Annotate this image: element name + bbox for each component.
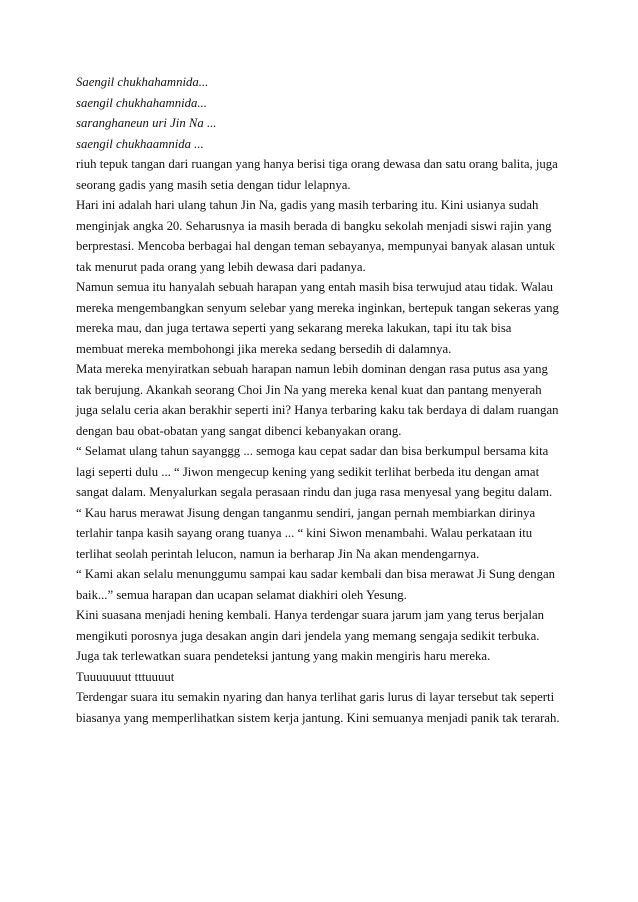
text-line: Namun semua itu hanyalah sebuah harapan yang entah masih bisa terwujud atau tidak. Walau <box>76 279 554 294</box>
text-line: Kini suasana menjadi hening kembali. Hanya terdengar suara jarum jam yang terus berjalan <box>76 607 545 622</box>
song-lyric-line: saengil chukhahamnida... <box>76 94 207 110</box>
text-line: tak menurut pada orang yang lebih dewasa dari padanya. <box>76 258 366 274</box>
text-line: terlahir tanpa kasih sayang orang tuanya ... “ kini Siwon menambahi. Walau perkataan itu <box>76 525 533 540</box>
song-lyric-line: Saengil chukhahamnida... <box>76 74 209 89</box>
text-line: membuat mereka membohongi jika mereka sedang bersedih di dalamnya. <box>76 340 452 356</box>
text-line: seorang gadis yang masih setia dengan tidur lelapnya. <box>76 176 351 192</box>
song-lyric-line: saranghaneun uri Jin Na ... <box>76 115 217 130</box>
text-line: sangat dalam. Menyalurkan segala perasaan rindu dan juga rasa menyesal yang begitu dalam. <box>76 484 553 499</box>
text-line: berprestasi. Mencoba berbagai hal dengan teman sebayanya, mempunyai banyak alasan untuk <box>76 238 555 253</box>
text-line: Hari ini adalah hari ulang tahun Jin Na, gadis yang masih terbaring itu. Kini usianya sudah <box>76 197 539 212</box>
text-line: “ Selamat ulang tahun sayanggg ... semoga kau cepat sadar dan bisa berkumpul bersama kita <box>76 443 549 458</box>
text-line: mereka mengembangkan senyum selebar yang mereka inginkan, bertepuk tangan sekeras yang <box>76 299 559 315</box>
text-line: tak berujung. Akankah seorang Choi Jin Na yang mereka kenal kuat dan pantang menyerah <box>76 381 542 397</box>
text-line: mengikuti porosnya juga desakan angin dari jendela yang memang sengaja sedikit terbuka. <box>76 627 540 643</box>
text-line: menginjak angka 20. Seharusnya ia masih berada di bangku sekolah menjadi siswi rajin yang <box>76 217 552 233</box>
text-line: juga selalu ceria akan berakhir seperti ini? Hanya terbaring kaku tak berdaya di dalam ruangan <box>76 402 559 417</box>
text-line: “ Kami akan selalu menunggumu sampai kau sadar kembali dan bisa merawat Ji Sung dengan <box>76 566 556 581</box>
song-lyric-line: saengil chukhaamnida ... <box>76 135 204 151</box>
text-line: “ Kau harus merawat Jisung dengan tanganmu sendiri, jangan pernah membiarkan dirinya <box>76 504 536 520</box>
text-line: Tuuuuuuut tttuuuut <box>76 668 175 684</box>
text-line: baik...” semua harapan dan ucapan selamat diakhiri oleh Yesung. <box>76 586 407 602</box>
text-line: biasanya yang memperlihatkan sistem kerja jantung. Kini semuanya menjadi panik tak terarah. <box>76 709 560 725</box>
text-line: dengan bau obat-obatan yang sangat dibenci kebanyakan orang. <box>76 422 402 438</box>
text-line: Juga tak terlewatkan suara pendeteksi jantung yang makin mengiris haru mereka. <box>76 648 491 663</box>
text-line: lagi seperti dulu ... “ Jiwon mengecup kening yang sedikit terlihat berbeda itu dengan amat <box>76 463 540 479</box>
text-line: Terdengar suara itu semakin nyaring dan hanya terlihat garis lurus di layar tersebut tak seperti <box>76 689 555 704</box>
text-line: terlihat seolah perintah lelucon, namun ia berharap Jin Na akan mendengarnya. <box>76 545 480 561</box>
text-line: mereka mau, dan juga tertawa seperti yang sekarang mereka lakukan, tapi itu tak bisa <box>76 320 512 335</box>
text-line: Mata mereka menyiratkan sebuah harapan namun lebih dominan dengan rasa putus asa yang <box>76 361 548 376</box>
text-line: riuh tepuk tangan dari ruangan yang hanya berisi tiga orang dewasa dan satu orang balita, juga <box>76 156 558 171</box>
story-text <box>76 72 576 728</box>
